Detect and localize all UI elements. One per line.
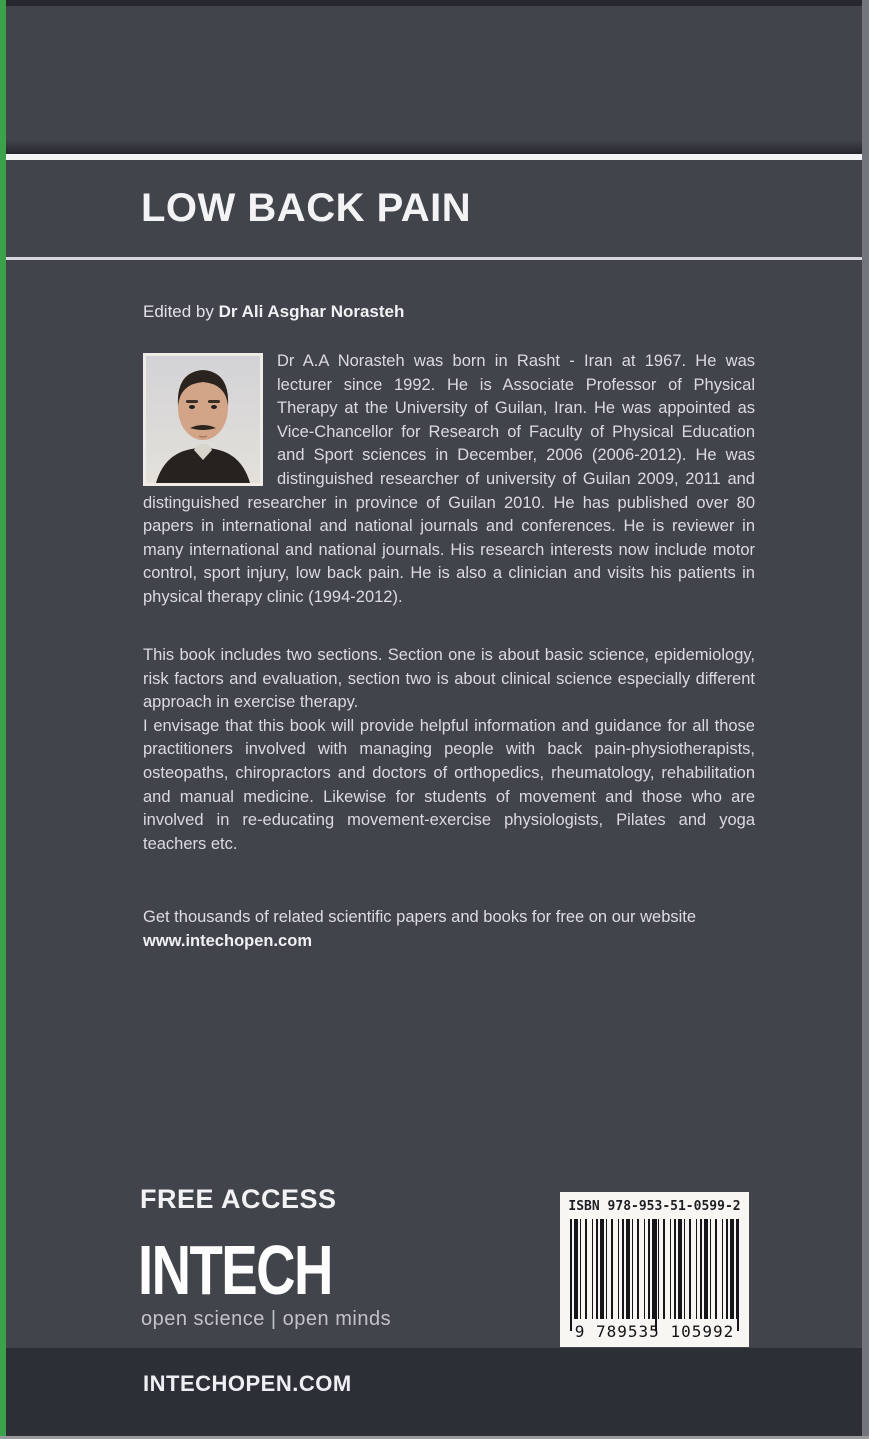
isbn-barcode-sticker xyxy=(560,1192,749,1347)
editor-portrait-illustration xyxy=(146,356,260,483)
barcode-guard-left xyxy=(570,1219,572,1331)
barcode-guard-middle xyxy=(655,1219,657,1331)
editor-photo xyxy=(143,353,263,486)
isbn-number-label: ISBN 978-953-51-0599-2 xyxy=(568,1199,741,1214)
barcode-guard-right xyxy=(737,1219,739,1331)
footer-band xyxy=(0,1348,869,1439)
book-title: LOW BACK PAIN xyxy=(141,186,472,230)
ean-digits: 9 789535 105992 xyxy=(574,1322,735,1341)
promo-section xyxy=(143,905,755,953)
edited-by-line xyxy=(143,302,404,322)
footer-website: INTECHOPEN.COM xyxy=(143,1371,352,1396)
title-divider-rule xyxy=(0,257,869,260)
intech-logo: INTECH xyxy=(138,1231,332,1309)
publisher-website: www.intechopen.com xyxy=(143,932,312,950)
edited-by-prefix: Edited by xyxy=(143,302,219,321)
description-paragraph-1: This book includes two sections. Section one is about basic science, epidemiology, risk factors and evaluation, section two is about clinical science especially different approach in exercise therapy. xyxy=(143,646,755,712)
description-paragraph-2: I envisage that this book will provide helpful information and guidance for all those practitioners involved with managing people with back pain-physiotherapists, osteopaths, chiropractors and doctors of orthopedics, rheumatology, rehabilitation and manual medicine. Likewise for students of movement and those who are involved in re-educating movement-exercise physiologists, Pilates and yoga teachers etc. xyxy=(143,716,755,853)
page-top-edge xyxy=(0,0,869,6)
page-right-edge xyxy=(862,0,869,1439)
spine-green-edge xyxy=(0,0,6,1439)
editor-bio-section xyxy=(143,350,755,610)
promo-line: Get thousands of related scientific papers and books for free on our website xyxy=(143,908,697,926)
free-access-label: FREE ACCESS xyxy=(140,1184,337,1214)
barcode-bars xyxy=(570,1219,739,1319)
publisher-tagline: open science | open minds xyxy=(141,1308,392,1330)
editor-name: Dr Ali Asghar Norasteh xyxy=(218,302,405,321)
top-divider-rule xyxy=(0,154,869,160)
rule-shadow xyxy=(0,140,869,154)
editor-bio-text: Dr A.A Norasteh was born in Rasht - Iran at 1967. He was lecturer since 1992. He is Associate Professor of Physical Therapy at the University of Guilan, Iran. He was appointed as Vice-Chancellor for Research of Faculty of Physical Education and Sport sciences in December, 2006 (2006-2012). He was distinguished researcher of university of Guilan 2009, 2011 and distinguished researcher in province of Guilan 2010. He has published over 80 papers in international and national journals and conferences. He is reviewer in many international and national journals. His research interests now include motor control, sport injury, low back pain. He is also a clinician and visits his patients in physical therapy clinic (1994-2012). xyxy=(143,352,755,606)
book-description xyxy=(143,644,755,856)
